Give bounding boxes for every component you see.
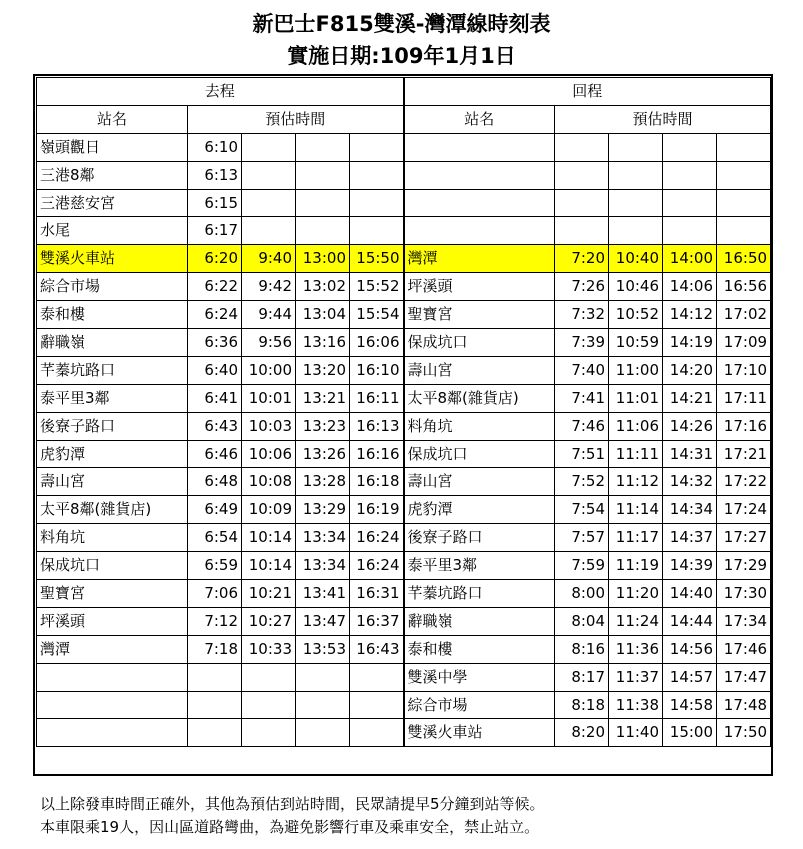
return-station-cell: 芊蓁坑路口 bbox=[404, 580, 555, 608]
outbound-station-cell: 灣潭 bbox=[37, 635, 188, 663]
table-row bbox=[37, 663, 771, 691]
outbound-time-cell bbox=[296, 663, 350, 691]
return-station-cell: 壽山宮 bbox=[404, 468, 555, 496]
outbound-time-cell: 16:24 bbox=[350, 524, 404, 552]
return-time-cell bbox=[555, 217, 609, 245]
return-time-cell: 11:06 bbox=[609, 412, 663, 440]
outbound-time-cell: 9:40 bbox=[242, 245, 296, 273]
return-time-cell: 14:57 bbox=[663, 663, 717, 691]
return-time-cell: 14:32 bbox=[663, 468, 717, 496]
outbound-time-cell: 13:34 bbox=[296, 552, 350, 580]
return-time-cell: 17:24 bbox=[717, 496, 771, 524]
outbound-time-cell: 10:06 bbox=[242, 440, 296, 468]
return-time-cell bbox=[663, 217, 717, 245]
table-row bbox=[37, 468, 771, 496]
return-time-cell bbox=[555, 133, 609, 161]
table-row bbox=[37, 607, 771, 635]
return-time-cell: 8:00 bbox=[555, 580, 609, 608]
return-time-cell: 8:20 bbox=[555, 719, 609, 747]
outbound-time-cell: 6:20 bbox=[188, 245, 242, 273]
return-station-cell: 泰和樓 bbox=[404, 635, 555, 663]
table-row bbox=[37, 691, 771, 719]
table-row bbox=[37, 273, 771, 301]
note-line: 本車限乘19人，因山區道路彎曲，為避免影響行車及乘車安全，禁止站立。 bbox=[40, 818, 540, 836]
outbound-time-cell bbox=[188, 691, 242, 719]
return-station-cell bbox=[404, 161, 555, 189]
return-time-cell bbox=[555, 189, 609, 217]
return-time-cell: 11:00 bbox=[609, 356, 663, 384]
return-time-cell: 15:00 bbox=[663, 719, 717, 747]
outbound-station-cell: 太平8鄰(雜貨店) bbox=[37, 496, 188, 524]
outbound-station-cell: 泰和樓 bbox=[37, 301, 188, 329]
outbound-time-cell: 7:12 bbox=[188, 607, 242, 635]
outbound-time-cell: 13:34 bbox=[296, 524, 350, 552]
return-station-cell: 壽山宮 bbox=[404, 356, 555, 384]
direction-header-row bbox=[37, 78, 771, 106]
outbound-time-cell: 16:06 bbox=[350, 329, 404, 357]
effective-date: 實施日期:109年1月1日 bbox=[287, 44, 516, 68]
return-time-cell: 8:17 bbox=[555, 663, 609, 691]
return-time-cell: 8:16 bbox=[555, 635, 609, 663]
return-time-cell: 14:19 bbox=[663, 329, 717, 357]
outbound-time-cell bbox=[296, 161, 350, 189]
outbound-station-header: 站名 bbox=[37, 105, 188, 133]
return-time-cell: 7:52 bbox=[555, 468, 609, 496]
return-station-cell: 保成坑口 bbox=[404, 329, 555, 357]
return-time-cell bbox=[717, 217, 771, 245]
note-line: 以上除發車時間正確外，其他為預估到站時間，民眾請提早5分鐘到站等候。 bbox=[40, 795, 545, 813]
column-header-row bbox=[37, 105, 771, 133]
outbound-time-cell: 16:31 bbox=[350, 580, 404, 608]
return-time-cell: 14:37 bbox=[663, 524, 717, 552]
outbound-time-cell: 7:06 bbox=[188, 580, 242, 608]
outbound-time-cell: 6:10 bbox=[188, 133, 242, 161]
outbound-station-cell: 聖寶宮 bbox=[37, 580, 188, 608]
outbound-time-cell: 16:19 bbox=[350, 496, 404, 524]
outbound-station-cell: 綜合市場 bbox=[37, 273, 188, 301]
outbound-time-cell: 6:36 bbox=[188, 329, 242, 357]
outbound-station-cell: 雙溪火車站 bbox=[37, 245, 188, 273]
return-time-cell bbox=[609, 217, 663, 245]
return-time-cell: 17:47 bbox=[717, 663, 771, 691]
return-time-cell: 14:21 bbox=[663, 384, 717, 412]
outbound-time-cell: 6:41 bbox=[188, 384, 242, 412]
return-station-cell: 保成坑口 bbox=[404, 440, 555, 468]
outbound-station-cell: 三港8鄰 bbox=[37, 161, 188, 189]
outbound-time-cell: 10:00 bbox=[242, 356, 296, 384]
return-station-cell: 雙溪中學 bbox=[404, 663, 555, 691]
return-time-cell: 14:26 bbox=[663, 412, 717, 440]
outbound-station-cell bbox=[37, 663, 188, 691]
outbound-time-cell: 10:14 bbox=[242, 524, 296, 552]
return-station-cell: 雙溪火車站 bbox=[404, 719, 555, 747]
outbound-station-cell: 泰平里3鄰 bbox=[37, 384, 188, 412]
outbound-time-cell: 13:00 bbox=[296, 245, 350, 273]
return-time-cell: 10:46 bbox=[609, 273, 663, 301]
return-time-cell bbox=[609, 189, 663, 217]
table-row bbox=[37, 552, 771, 580]
outbound-time-cell bbox=[350, 217, 404, 245]
outbound-station-cell: 辭職嶺 bbox=[37, 329, 188, 357]
return-time-cell: 17:16 bbox=[717, 412, 771, 440]
outbound-time-cell: 10:03 bbox=[242, 412, 296, 440]
outbound-time-cell: 6:54 bbox=[188, 524, 242, 552]
outbound-time-cell bbox=[296, 217, 350, 245]
return-time-cell: 14:58 bbox=[663, 691, 717, 719]
return-time-cell: 10:52 bbox=[609, 301, 663, 329]
return-time-cell: 14:39 bbox=[663, 552, 717, 580]
outbound-time-cell: 9:56 bbox=[242, 329, 296, 357]
outbound-station-cell: 芊蓁坑路口 bbox=[37, 356, 188, 384]
outbound-time-cell bbox=[350, 133, 404, 161]
outbound-time-cell: 10:14 bbox=[242, 552, 296, 580]
return-time-cell: 14:56 bbox=[663, 635, 717, 663]
return-time-cell: 16:56 bbox=[717, 273, 771, 301]
outbound-time-cell: 6:49 bbox=[188, 496, 242, 524]
outbound-time-cell: 6:46 bbox=[188, 440, 242, 468]
return-time-cell bbox=[663, 133, 717, 161]
table-row bbox=[37, 412, 771, 440]
outbound-station-cell: 三港慈安宮 bbox=[37, 189, 188, 217]
outbound-time-cell: 10:09 bbox=[242, 496, 296, 524]
outbound-station-cell: 後寮子路口 bbox=[37, 412, 188, 440]
outbound-time-cell bbox=[350, 189, 404, 217]
table-row bbox=[37, 133, 771, 161]
return-time-cell: 10:59 bbox=[609, 329, 663, 357]
return-time-cell: 11:38 bbox=[609, 691, 663, 719]
outbound-time-cell: 13:21 bbox=[296, 384, 350, 412]
return-time-cell: 11:36 bbox=[609, 635, 663, 663]
return-time-cell: 7:51 bbox=[555, 440, 609, 468]
return-time-cell bbox=[717, 161, 771, 189]
outbound-time-cell: 6:17 bbox=[188, 217, 242, 245]
outbound-time-cell: 6:13 bbox=[188, 161, 242, 189]
table-row bbox=[37, 580, 771, 608]
outbound-time-cell: 6:59 bbox=[188, 552, 242, 580]
outbound-time-cell: 6:22 bbox=[188, 273, 242, 301]
return-station-cell: 辭職嶺 bbox=[404, 607, 555, 635]
outbound-station-cell: 坪溪頭 bbox=[37, 607, 188, 635]
outbound-time-cell bbox=[242, 217, 296, 245]
outbound-station-cell bbox=[37, 691, 188, 719]
outbound-time-cell: 10:01 bbox=[242, 384, 296, 412]
return-time-cell bbox=[663, 161, 717, 189]
return-time-cell: 7:46 bbox=[555, 412, 609, 440]
outbound-time-cell: 16:24 bbox=[350, 552, 404, 580]
return-time-cell: 14:12 bbox=[663, 301, 717, 329]
return-time-cell: 11:01 bbox=[609, 384, 663, 412]
outbound-time-cell: 16:43 bbox=[350, 635, 404, 663]
return-time-cell: 11:12 bbox=[609, 468, 663, 496]
return-time-cell: 11:19 bbox=[609, 552, 663, 580]
return-time-cell: 11:17 bbox=[609, 524, 663, 552]
outbound-time-cell: 13:41 bbox=[296, 580, 350, 608]
return-station-cell: 聖寶宮 bbox=[404, 301, 555, 329]
outbound-station-cell bbox=[37, 719, 188, 747]
outbound-time-cell: 6:40 bbox=[188, 356, 242, 384]
table-row bbox=[37, 496, 771, 524]
return-station-cell: 料角坑 bbox=[404, 412, 555, 440]
outbound-time-cell: 6:43 bbox=[188, 412, 242, 440]
return-time-cell bbox=[717, 133, 771, 161]
return-time-cell: 17:29 bbox=[717, 552, 771, 580]
outbound-time-cell: 13:20 bbox=[296, 356, 350, 384]
return-time-cell: 17:30 bbox=[717, 580, 771, 608]
return-station-cell bbox=[404, 217, 555, 245]
outbound-header: 去程 bbox=[37, 78, 404, 106]
outbound-time-cell: 16:10 bbox=[350, 356, 404, 384]
outbound-time-cell bbox=[242, 189, 296, 217]
notes bbox=[40, 793, 545, 839]
return-time-cell: 8:04 bbox=[555, 607, 609, 635]
outbound-time-header: 預估時間 bbox=[188, 105, 404, 133]
return-time-cell: 7:39 bbox=[555, 329, 609, 357]
table-row bbox=[37, 635, 771, 663]
return-time-cell: 7:40 bbox=[555, 356, 609, 384]
outbound-time-cell: 13:04 bbox=[296, 301, 350, 329]
outbound-time-cell bbox=[242, 161, 296, 189]
outbound-station-cell: 料角坑 bbox=[37, 524, 188, 552]
return-time-cell bbox=[609, 161, 663, 189]
outbound-time-cell: 16:11 bbox=[350, 384, 404, 412]
table-row bbox=[37, 524, 771, 552]
return-station-cell: 虎豹潭 bbox=[404, 496, 555, 524]
table-row bbox=[37, 719, 771, 747]
outbound-time-cell: 15:54 bbox=[350, 301, 404, 329]
return-time-cell bbox=[717, 189, 771, 217]
table-row bbox=[37, 217, 771, 245]
outbound-time-cell: 13:29 bbox=[296, 496, 350, 524]
outbound-time-cell: 7:18 bbox=[188, 635, 242, 663]
outbound-time-cell bbox=[296, 189, 350, 217]
return-time-cell: 17:11 bbox=[717, 384, 771, 412]
table-row bbox=[37, 161, 771, 189]
outbound-time-cell: 16:18 bbox=[350, 468, 404, 496]
outbound-station-cell: 壽山宮 bbox=[37, 468, 188, 496]
outbound-time-cell bbox=[350, 719, 404, 747]
outbound-time-cell: 15:50 bbox=[350, 245, 404, 273]
return-time-cell: 7:26 bbox=[555, 273, 609, 301]
return-time-header: 預估時間 bbox=[555, 105, 771, 133]
outbound-time-cell bbox=[242, 691, 296, 719]
outbound-time-cell: 10:21 bbox=[242, 580, 296, 608]
outbound-time-cell: 10:33 bbox=[242, 635, 296, 663]
outbound-time-cell bbox=[188, 663, 242, 691]
return-time-cell: 14:44 bbox=[663, 607, 717, 635]
return-time-cell: 17:50 bbox=[717, 719, 771, 747]
outbound-time-cell: 16:37 bbox=[350, 607, 404, 635]
return-time-cell: 17:46 bbox=[717, 635, 771, 663]
return-time-cell: 17:48 bbox=[717, 691, 771, 719]
return-time-cell: 17:02 bbox=[717, 301, 771, 329]
return-time-cell: 14:06 bbox=[663, 273, 717, 301]
timetable bbox=[36, 77, 771, 747]
page-title: 新巴士F815雙溪-灣潭線時刻表 bbox=[252, 12, 551, 36]
return-time-cell bbox=[609, 133, 663, 161]
return-time-cell: 11:20 bbox=[609, 580, 663, 608]
outbound-time-cell: 9:44 bbox=[242, 301, 296, 329]
outbound-time-cell bbox=[296, 133, 350, 161]
return-time-cell: 14:40 bbox=[663, 580, 717, 608]
return-time-cell: 7:54 bbox=[555, 496, 609, 524]
outbound-time-cell: 10:08 bbox=[242, 468, 296, 496]
return-time-cell: 17:21 bbox=[717, 440, 771, 468]
outbound-time-cell bbox=[350, 663, 404, 691]
return-time-cell: 17:09 bbox=[717, 329, 771, 357]
return-time-cell: 7:59 bbox=[555, 552, 609, 580]
outbound-time-cell bbox=[296, 691, 350, 719]
outbound-time-cell bbox=[242, 719, 296, 747]
return-time-cell: 14:34 bbox=[663, 496, 717, 524]
return-station-cell: 坪溪頭 bbox=[404, 273, 555, 301]
return-station-header: 站名 bbox=[404, 105, 555, 133]
return-time-cell: 14:20 bbox=[663, 356, 717, 384]
outbound-time-cell: 6:48 bbox=[188, 468, 242, 496]
outbound-time-cell: 10:27 bbox=[242, 607, 296, 635]
table-row bbox=[37, 329, 771, 357]
outbound-time-cell bbox=[350, 161, 404, 189]
return-time-cell: 8:18 bbox=[555, 691, 609, 719]
return-time-cell: 17:22 bbox=[717, 468, 771, 496]
table-row bbox=[37, 356, 771, 384]
return-time-cell: 11:24 bbox=[609, 607, 663, 635]
timetable-body bbox=[37, 133, 771, 747]
outbound-time-cell: 13:16 bbox=[296, 329, 350, 357]
return-station-cell: 太平8鄰(雜貨店) bbox=[404, 384, 555, 412]
return-station-cell: 後寮子路口 bbox=[404, 524, 555, 552]
outbound-time-cell: 16:16 bbox=[350, 440, 404, 468]
outbound-time-cell: 13:28 bbox=[296, 468, 350, 496]
outbound-time-cell bbox=[242, 663, 296, 691]
outbound-time-cell bbox=[188, 719, 242, 747]
outbound-station-cell: 水尾 bbox=[37, 217, 188, 245]
outbound-station-cell: 虎豹潭 bbox=[37, 440, 188, 468]
return-time-cell: 16:50 bbox=[717, 245, 771, 273]
return-station-cell bbox=[404, 189, 555, 217]
return-time-cell: 17:10 bbox=[717, 356, 771, 384]
table-row bbox=[37, 440, 771, 468]
outbound-time-cell bbox=[350, 691, 404, 719]
return-time-cell: 14:00 bbox=[663, 245, 717, 273]
return-time-cell bbox=[555, 161, 609, 189]
outbound-time-cell: 15:52 bbox=[350, 273, 404, 301]
return-station-cell: 綜合市場 bbox=[404, 691, 555, 719]
outbound-station-cell: 保成坑口 bbox=[37, 552, 188, 580]
table-row bbox=[37, 384, 771, 412]
table-row bbox=[37, 301, 771, 329]
outbound-time-cell: 6:24 bbox=[188, 301, 242, 329]
return-station-cell: 灣潭 bbox=[404, 245, 555, 273]
return-time-cell: 7:57 bbox=[555, 524, 609, 552]
return-station-cell bbox=[404, 133, 555, 161]
table-row bbox=[37, 189, 771, 217]
outbound-time-cell: 13:23 bbox=[296, 412, 350, 440]
outbound-time-cell: 9:42 bbox=[242, 273, 296, 301]
return-header: 回程 bbox=[404, 78, 771, 106]
outbound-time-cell: 13:02 bbox=[296, 273, 350, 301]
return-time-cell: 11:11 bbox=[609, 440, 663, 468]
outbound-time-cell: 13:47 bbox=[296, 607, 350, 635]
outbound-time-cell: 13:53 bbox=[296, 635, 350, 663]
outbound-time-cell bbox=[296, 719, 350, 747]
outbound-time-cell bbox=[242, 133, 296, 161]
outbound-station-cell: 嶺頭觀日 bbox=[37, 133, 188, 161]
return-time-cell: 7:20 bbox=[555, 245, 609, 273]
return-time-cell: 7:41 bbox=[555, 384, 609, 412]
outbound-time-cell: 6:15 bbox=[188, 189, 242, 217]
return-time-cell: 11:40 bbox=[609, 719, 663, 747]
return-time-cell: 10:40 bbox=[609, 245, 663, 273]
return-station-cell: 泰平里3鄰 bbox=[404, 552, 555, 580]
return-time-cell: 7:32 bbox=[555, 301, 609, 329]
return-time-cell: 17:27 bbox=[717, 524, 771, 552]
return-time-cell bbox=[663, 189, 717, 217]
table-row bbox=[37, 245, 771, 273]
return-time-cell: 14:31 bbox=[663, 440, 717, 468]
return-time-cell: 11:14 bbox=[609, 496, 663, 524]
outbound-time-cell: 13:26 bbox=[296, 440, 350, 468]
return-time-cell: 17:34 bbox=[717, 607, 771, 635]
outbound-time-cell: 16:13 bbox=[350, 412, 404, 440]
return-time-cell: 11:37 bbox=[609, 663, 663, 691]
